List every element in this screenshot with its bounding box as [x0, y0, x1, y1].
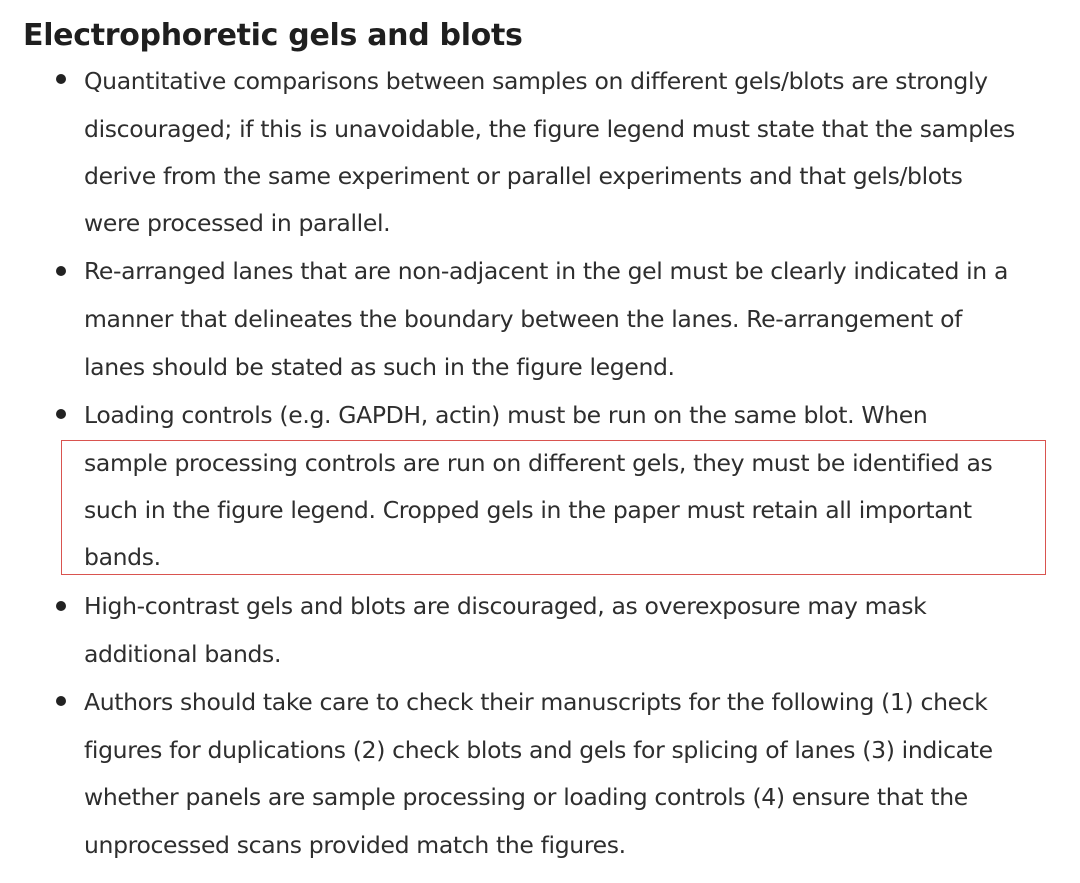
bullet-icon	[56, 696, 66, 706]
list-item-line: such in the figure legend. Cropped gels in the paper must retain all important	[84, 496, 972, 524]
list-item-line: bands.	[84, 543, 161, 571]
list-item-line: Loading controls (e.g. GAPDH, actin) must be run on the same blot. When	[84, 401, 928, 429]
list-item-line: lanes should be stated as such in the figure legend.	[84, 353, 675, 381]
list-item-line: whether panels are sample processing or loading controls (4) ensure that the	[84, 783, 968, 811]
list-item-line: sample processing controls are run on different gels, they must be identified as	[84, 449, 993, 477]
list-item-line: Re-arranged lanes that are non-adjacent in the gel must be clearly indicated in a	[84, 257, 1009, 285]
list-item-line: additional bands.	[84, 640, 282, 668]
list-item-line: figures for duplications (2) check blots and gels for splicing of lanes (3) indicate	[84, 736, 993, 764]
list-item-line: Authors should take care to check their manuscripts for the following (1) check	[84, 688, 988, 716]
list-item-line: Quantitative comparisons between samples on different gels/blots are strongly	[84, 67, 988, 95]
list-item-line: derive from the same experiment or parallel experiments and that gels/blots	[84, 162, 963, 190]
list-item-line: discouraged; if this is unavoidable, the figure legend must state that the samples	[84, 115, 1015, 143]
bullet-icon	[56, 409, 66, 419]
bullet-icon	[56, 601, 66, 611]
list-item-line: unprocessed scans provided match the figures.	[84, 831, 626, 859]
bullet-icon	[56, 266, 66, 276]
section-heading: Electrophoretic gels and blots	[23, 18, 523, 53]
list-item-line: High-contrast gels and blots are discouraged, as overexposure may mask	[84, 592, 927, 620]
list-item-line: were processed in parallel.	[84, 209, 391, 237]
bullet-icon	[56, 74, 66, 84]
list-item-line: manner that delineates the boundary between the lanes. Re-arrangement of	[84, 305, 963, 333]
